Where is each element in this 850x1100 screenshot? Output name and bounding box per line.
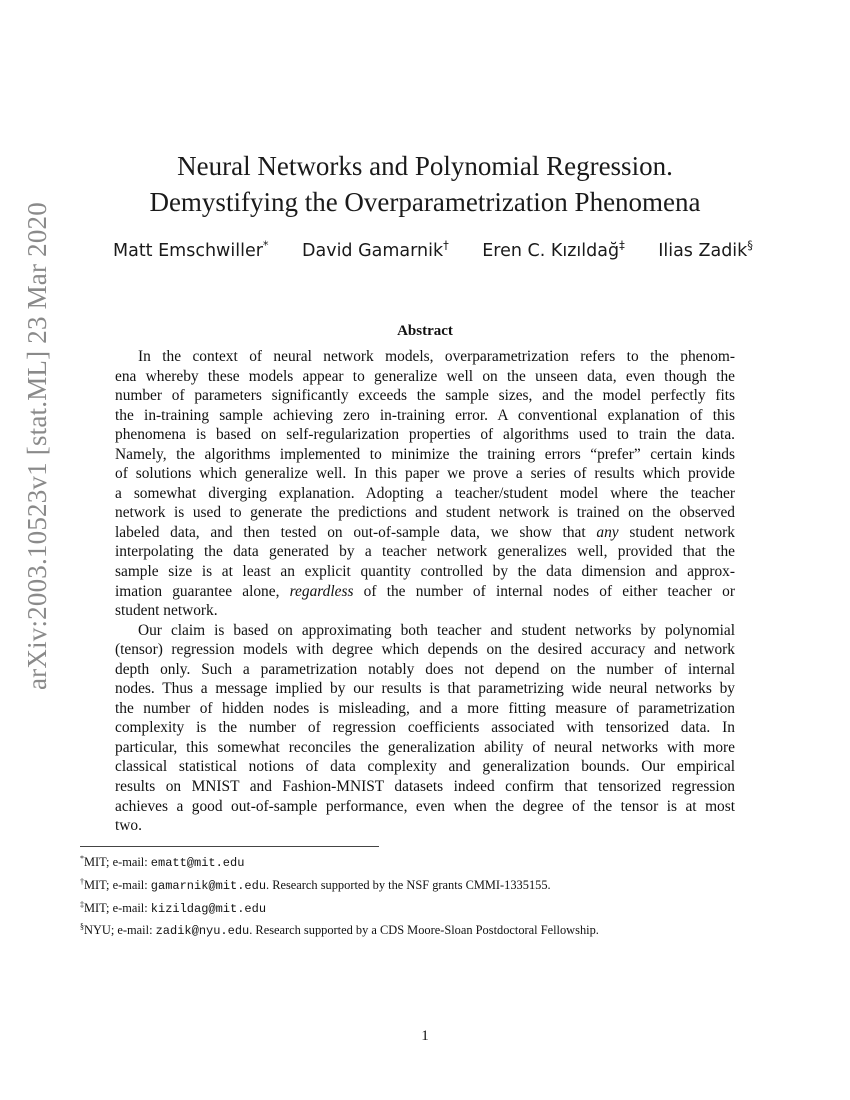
abstract-line — [115, 738, 735, 758]
title-line: Demystifying the Overparametrization Phenomena — [149, 187, 701, 217]
text-segment: results on MNIST and Fashion-MNIST datasets indeed confirm that tensorized regression — [115, 778, 735, 796]
text-segment: achieves a good out-of-sample performance, even when the degree of the tensor is at most — [115, 797, 735, 815]
text-segment: Our claim is based on approximating both teacher and student networks by polynomial — [138, 621, 735, 639]
text-segment: Namely, the algorithms implemented to minimize the training errors “prefer” certain kinds — [115, 445, 735, 463]
footnote — [80, 873, 599, 896]
text-segment: classical statistical notions of data complexity and generalization bounds. Our empirical — [115, 758, 735, 776]
author-name: David Gamarnik — [302, 240, 444, 261]
abstract-line — [115, 582, 735, 602]
footnote — [80, 850, 599, 873]
text-segment: nodes. Thus a message implied by our results is that parametrizing wide neural networks by — [115, 680, 735, 698]
author-footnote-mark: § — [747, 238, 753, 252]
abstract-line — [115, 699, 735, 719]
author — [113, 238, 269, 261]
text-segment: number of parameters significantly exceeds the sample sizes, and the model perfectly fits — [115, 387, 735, 405]
abstract-line — [115, 797, 735, 817]
page-number: 1 — [421, 1028, 429, 1044]
abstract-line — [115, 718, 735, 738]
author-name: Eren C. Kızıldağ — [482, 240, 620, 261]
footnotes — [80, 850, 599, 941]
text-segment: ena whereby these models appear to generalize well on the unseen data, even though the — [115, 367, 735, 385]
abstract-line — [115, 503, 735, 523]
author-footnote-mark: ‡ — [619, 238, 625, 252]
abstract-line — [115, 367, 735, 387]
abstract-line — [115, 386, 735, 406]
text-segment: interpolating the data generated by a teacher network generalizes well, provided that the — [115, 543, 735, 561]
text-segment: (tensor) regression models with degree which depends on the desired accuracy and network — [115, 641, 735, 659]
abstract-line — [115, 777, 735, 797]
footnote — [80, 918, 599, 941]
footnote-text: . Research supported by the NSF grants CMMI-1335155. — [266, 877, 551, 892]
abstract-body — [115, 347, 735, 836]
abstract-line — [115, 601, 735, 621]
abstract-line — [115, 425, 735, 445]
footnote-text: NYU; e-mail: — [84, 923, 156, 938]
footnote-mark: ‡ — [80, 899, 85, 909]
author — [658, 238, 753, 261]
abstract-line — [115, 816, 735, 836]
text-segment: depth only. Such a parametrization notably does not depend on the number of internal — [115, 660, 735, 678]
title-line: Neural Networks and Polynomial Regression. — [177, 151, 673, 181]
text-segment: of the number of internal nodes of either teacher or — [353, 582, 735, 600]
abstract-line — [115, 542, 735, 562]
text-segment: student network — [618, 523, 735, 541]
author-name: Matt Emschwiller — [113, 240, 263, 261]
footnote-text: MIT; e-mail: — [84, 855, 151, 870]
abstract-line — [115, 660, 735, 680]
text-segment: a somewhat diverging explanation. Adopting a teacher/student model where the teacher — [115, 484, 735, 502]
text-segment: the in-training sample achieving zero in-training error. A conventional explanation of this — [115, 406, 735, 424]
email-address: gamarnik@mit.edu — [150, 878, 267, 893]
footnote-text: . Research supported by a CDS Moore-Sloan Postdoctoral Fellowship. — [249, 923, 599, 938]
abstract-line — [115, 640, 735, 660]
text-segment: labeled data, and then tested on out-of-sample data, we show that — [115, 523, 597, 541]
email-address: ematt@mit.edu — [150, 856, 245, 871]
footnote-mark: † — [80, 876, 85, 886]
abstract-line — [115, 464, 735, 484]
emphasized-text: any — [596, 523, 619, 541]
footnote-mark: § — [80, 922, 85, 932]
abstract-line — [115, 621, 735, 641]
footnote-text: MIT; e-mail: — [84, 900, 151, 915]
text-segment: In the context of neural network models, overparametrization refers to the phenom- — [138, 348, 735, 365]
footnote — [80, 896, 599, 919]
text-segment: network is used to generate the predictions and student network is trained on the observed — [115, 504, 735, 522]
email-address: zadik@nyu.edu — [155, 924, 250, 939]
abstract-line — [115, 523, 735, 543]
text-segment: student network. — [115, 602, 218, 620]
abstract-heading: Abstract — [397, 323, 453, 339]
paper-title — [0, 148, 850, 220]
arxiv-stamp: arXiv:2003.10523v1 [stat.ML] 23 Mar 2020 — [22, 202, 52, 690]
emphasized-text: regardless — [289, 582, 354, 600]
text-segment: complexity is the number of regression coefficients associated with tensorized data. In — [115, 719, 735, 737]
abstract-line — [115, 484, 735, 504]
footnote-rule — [80, 846, 379, 847]
footnote-mark: * — [80, 854, 85, 863]
text-segment: particular, this somewhat reconciles the generalization ability of neural networks with more — [115, 738, 735, 756]
email-address: kizildag@mit.edu — [150, 901, 267, 916]
abstract-line — [115, 757, 735, 777]
author-list — [113, 238, 753, 261]
abstract-line — [115, 445, 735, 465]
text-segment: of solutions which generalize well. In this paper we prove a series of results which provide — [115, 465, 735, 483]
author-footnote-mark: * — [262, 238, 269, 252]
author-name: Ilias Zadik — [658, 240, 748, 261]
abstract-line — [115, 562, 735, 582]
abstract-line — [115, 406, 735, 426]
text-segment: phenomena is based on self-regularization properties of algorithms used to train the data. — [115, 426, 735, 444]
author — [482, 238, 625, 261]
text-segment: imation guarantee alone, — [115, 582, 290, 600]
author-footnote-mark: † — [443, 238, 449, 252]
abstract-line — [115, 679, 735, 699]
author — [302, 238, 449, 261]
footnote-text: MIT; e-mail: — [84, 877, 151, 892]
abstract-line — [115, 347, 735, 367]
text-segment: two. — [115, 817, 142, 835]
text-segment: sample size is at least an explicit quantity controlled by the data dimension and approx- — [115, 563, 735, 581]
text-segment: the number of hidden nodes is misleading, and a more fitting measure of parametrization — [115, 699, 735, 717]
